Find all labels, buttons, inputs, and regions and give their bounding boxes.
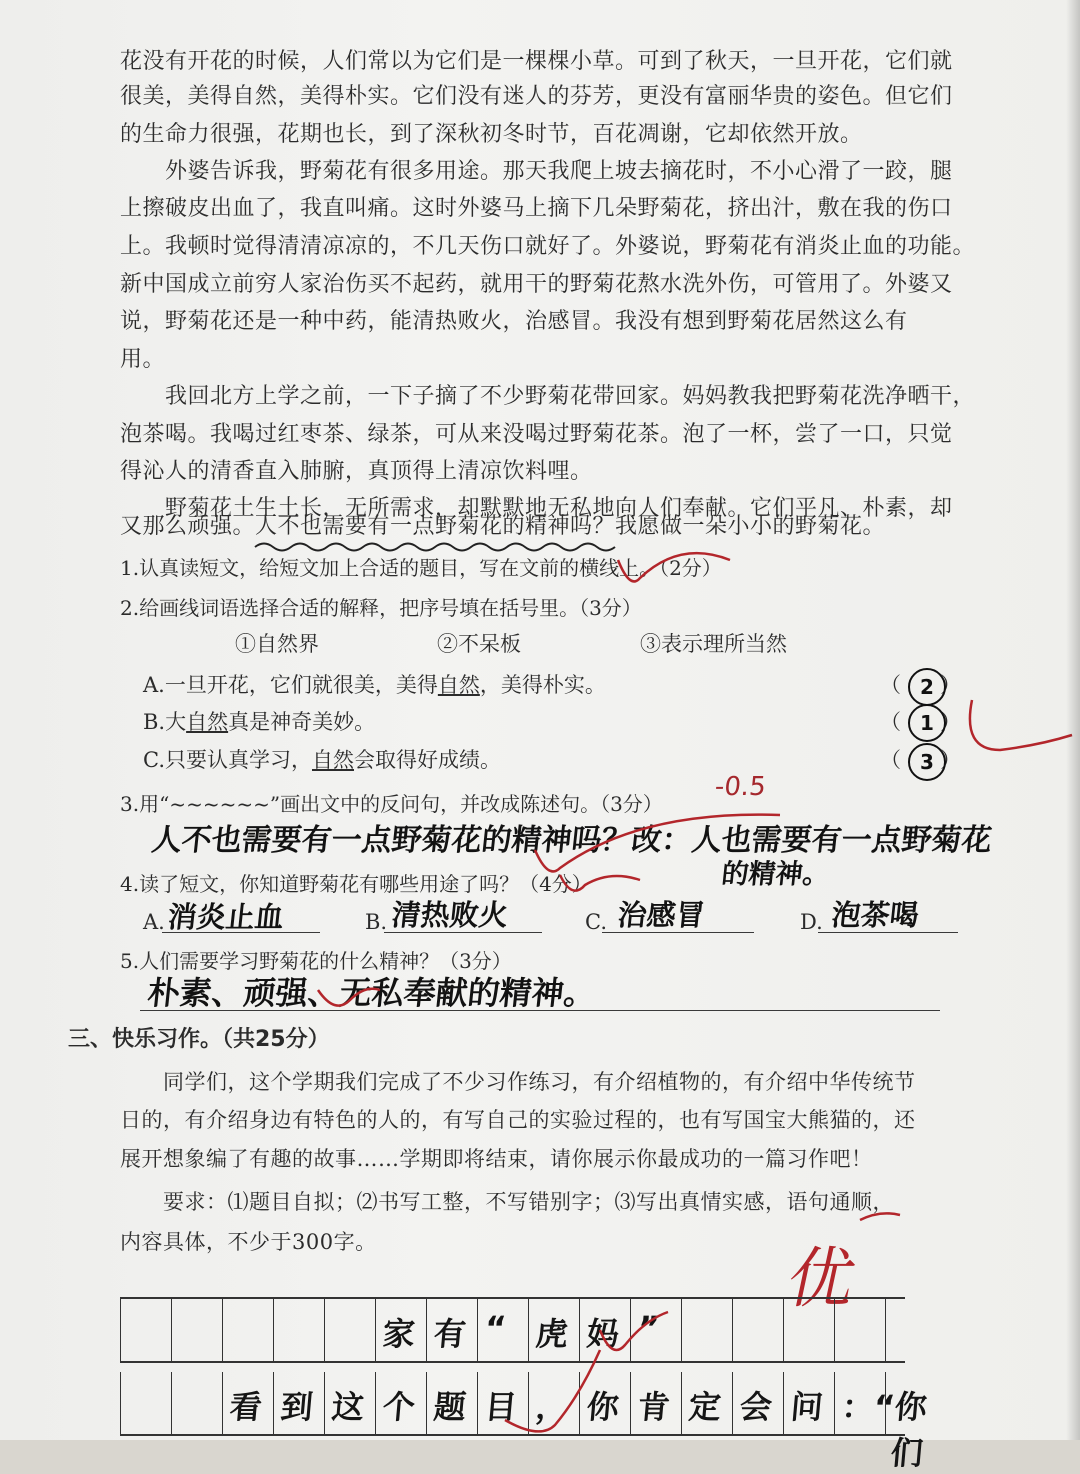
q2-c-answer: 3 [908,743,946,781]
passage-line: 很美，美得自然，美得朴实。它们没有迷人的芬芳，更没有富丽华贵的姿色。但它们 [120,84,953,109]
essay-char: ：“ [840,1388,897,1426]
essay-char: 会 [738,1388,774,1426]
section-3-line: 内容具体，不少于300字。 [120,1230,377,1254]
check-mark-q1 [618,553,730,581]
q2-option-2: ②不呆板 [437,632,521,656]
essay-char: 妈 [585,1315,621,1353]
q2-c-paren-right: ） [940,748,961,772]
q2-item-c-prefix: C.只要认真学习， [143,748,312,772]
q2-option-1: ①自然界 [235,632,319,656]
q2-item-b-prefix: B.大 [143,710,187,734]
q2-item-a-prefix: A.一旦开花，它们就很美，美得 [143,673,438,697]
q4-answer-d: 泡茶喝 [830,898,921,932]
q2-c-paren-left: （ [880,748,901,772]
essay-stroke-mark [505,1350,600,1431]
passage-line: 的生命力很强，花期也长，到了深秋初冬时节，百花凋谢，它却依然开放。 [120,122,863,147]
q2-a-paren-right: ） [940,673,961,697]
question-5: 5.人们需要学习野菊花的什么精神？（3分） [120,949,512,973]
bracket-mark-q2 [970,700,1072,750]
passage-last-line-tail: 我愿做一朵小小的野菊花。 [615,514,886,539]
q2-item-a-word: 自然 [437,673,480,697]
q2-a-paren-left: （ [880,673,901,697]
essay-char: 到 [279,1388,315,1426]
passage-line: 花没有开花的时候，人们常以为它们是一棵棵小草。可到了秋天，一旦开花，它们就 [120,49,953,74]
essay-char: 你们 [889,1388,929,1472]
q2-b-answer: 1 [908,704,946,742]
q2-option-3: ③表示理所当然 [640,632,787,656]
q4-label-d: D. [800,910,823,934]
q5-answer: 朴素、顽强、无私奉献的精神。 [145,974,598,1012]
passage-line: 我回北方上学之前，一下子摘了不少野菊花带回家。妈妈教我把野菊花洗净晒干， [120,384,976,409]
check-mark-q5 [318,989,380,1006]
q3-score-deduction: -0.5 [713,772,768,802]
passage-line: 上。我顿时觉得清清凉凉的，不几天伤口就好了。外婆说，野菊花有消炎止血的功能。 [120,234,976,259]
essay-char: 题 [432,1388,468,1426]
q3-answer-line-2: 的精神。 [720,859,832,890]
question-3: 3.用“~~~~~~”画出文中的反问句，并改成陈述句。（3分） [120,792,663,816]
q4-answer-c: 治感冒 [616,898,707,932]
q4-answer-a: 消炎止血 [166,900,286,934]
rhetorical-question: 人不也需要有一点野菊花的精神吗？ [255,514,616,539]
q2-item-c-word: 自然 [312,748,354,772]
essay-char: 定 [687,1388,723,1426]
essay-char: 个 [381,1388,417,1426]
passage-line: 外婆告诉我，野菊花有很多用途。那天我爬上坡去摘花时，不小心滑了一跤，腿 [120,159,953,184]
section-3-line: 要求：⑴题目自拟；⑵书写工整，不写错别字；⑶写出真情实感，语句通顺， [120,1190,894,1214]
section-3-title: 三、快乐习作。（共25分） [68,1027,330,1052]
q4-label-a: A. [143,910,165,934]
question-2: 2.给画线词语选择合适的解释，把序号填在括号里。（3分） [120,596,642,620]
essay-char: 这 [330,1388,366,1426]
q4-label-c: C. [585,910,607,934]
q2-item-b-suffix: 真是神奇美妙。 [228,710,376,734]
section-3-line: 同学们，这个学期我们完成了不少习作练习，有介绍植物的，有介绍中华传统节 [120,1070,916,1094]
essay-char: 你 [585,1388,621,1426]
q2-item-a-suffix: ，美得朴实。 [479,673,606,697]
passage-line: 泡茶喝。我喝过红枣茶、绿茶，可从来没喝过野菊花茶。泡了一杯，尝了一口，只觉 [120,422,953,447]
passage-line: 得沁人的清香直入肺腑，真顶得上清凉饮料哩。 [120,459,593,484]
essay-char: 肯 [636,1388,672,1426]
q4-answer-b: 清热败火 [390,898,510,932]
check-mark-q4 [560,875,640,891]
q2-b-paren-left: （ [880,710,901,734]
essay-char: ” [636,1309,661,1347]
q2-item-c-suffix: 会取得好成绩。 [354,748,501,772]
essay-char: 问 [789,1388,825,1426]
essay-char: ， [534,1388,570,1426]
essay-char: “ [483,1309,508,1347]
essay-char: 看 [228,1388,264,1426]
q2-b-paren-right: ） [940,710,961,734]
section-3-line: 日的，有介绍身边有特色的人的，有写自己的实验过程的，也有写国宝大熊猫的，还 [120,1108,916,1132]
q4-label-b: B. [365,910,388,934]
passage-last-line-head: 又那么顽强。 [120,514,256,539]
passage-line: 新中国成立前穷人家治伤买不起药，就用干的野菊花熬水洗外伤，可管用了。外婆又 [120,272,953,297]
essay-char: 虎 [534,1315,570,1353]
page-edge-shadow [1066,0,1080,1440]
essay-char: 有 [432,1315,468,1353]
passage-line: 说，野菊花还是一种中药，能清热败火，治感冒。我没有想到野菊花居然这么有 [120,309,908,334]
question-1: 1.认真读短文，给短文加上合适的题目，写在文前的横线上。（2分） [120,556,722,580]
passage-line: 用。 [120,347,166,372]
section-3-line: 展开想象编了有趣的故事……学期即将结束，请你展示你最成功的一篇习作吧！ [120,1147,873,1171]
essay-char: 家 [381,1315,417,1353]
passage-line: 上擦破皮出血了，我直叫痛。这时外婆马上摘下几朵野菊花，挤出汁，敷在我的伤口 [120,196,953,221]
grade-mark: 优 [780,1240,863,1317]
underline-mark-requirement [860,1213,900,1220]
check-mark-q3 [535,815,780,872]
q2-a-answer: 2 [908,668,946,706]
essay-char: 目 [483,1388,519,1426]
q3-answer-line-1: 人不也需要有一点野菊花的精神吗？改：人也需要有一点野菊花 [149,823,994,858]
question-4: 4.读了短文，你知道野菊花有哪些用途了吗？（4分） [120,872,592,896]
passage-line: 野菊花土生土长，无所需求，却默默地无私地向人们奉献。它们平凡、朴素，却 [120,496,953,521]
check-mark-essay-title [600,1312,668,1350]
q2-item-b-word: 自然 [186,710,229,734]
